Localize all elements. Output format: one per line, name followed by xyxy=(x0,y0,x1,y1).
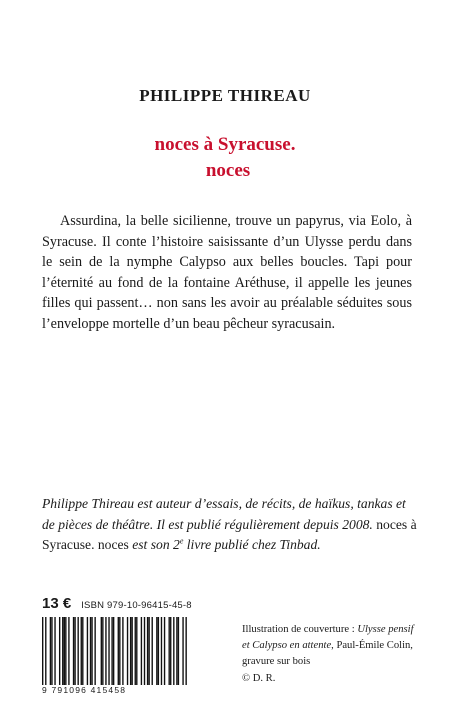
credits-suffix: , Paul-Émile Colin, gravure sur bois xyxy=(242,640,413,668)
credits-prefix: Illustration de couverture : xyxy=(242,624,358,635)
price: 13 € xyxy=(42,595,72,612)
book-title-line2: noces xyxy=(205,160,251,181)
barcode-image xyxy=(42,617,187,695)
cover-credits xyxy=(242,622,420,687)
author-bio-tail-b: livre publié chez Tinbad. xyxy=(183,537,321,552)
synopsis-paragraph: Assurdina, la belle sicilienne, trouve un papyrus, via Eolo, à Syracuse. Il conte l’histoire saisissante d’un Ulysse perdu dans le sein de la nymphe Calypso aux belles boucles. Tapi pour l’éternité au fond de la fontaine Aréthuse, il appelle les jeunes filles qui passent… non sans les avoir au préalable séduites sous l’enveloppe mortelle d’un beau pêcheur syracusain. xyxy=(42,213,412,332)
author-bio-title-ref: noces à Syracuse. noces xyxy=(42,516,417,552)
book-title-line1: noces à Syracuse. xyxy=(154,134,296,155)
author-name: PHILIPPE THIREAU xyxy=(139,86,311,105)
author-bio-tail-a: est son 2 xyxy=(128,537,180,552)
credits-work-title: Ulysse pensif et Calypso en attente xyxy=(242,624,414,652)
author-bio-text: Philippe Thireau est auteur d’essais, de récits, de haïkus, tankas et de pièces de théâtre. Il est publié régulièrement depuis 2008. xyxy=(42,496,406,532)
price-row xyxy=(42,595,422,612)
isbn: ISBN 979-10-96415-45-8 xyxy=(81,600,192,611)
author-bio-superscript: e xyxy=(179,536,184,546)
credits-copyright: © D. R. xyxy=(242,672,276,684)
barcode-digits: 9 791096 415458 xyxy=(42,685,192,695)
author-bio xyxy=(42,494,422,556)
book-title xyxy=(0,132,450,184)
